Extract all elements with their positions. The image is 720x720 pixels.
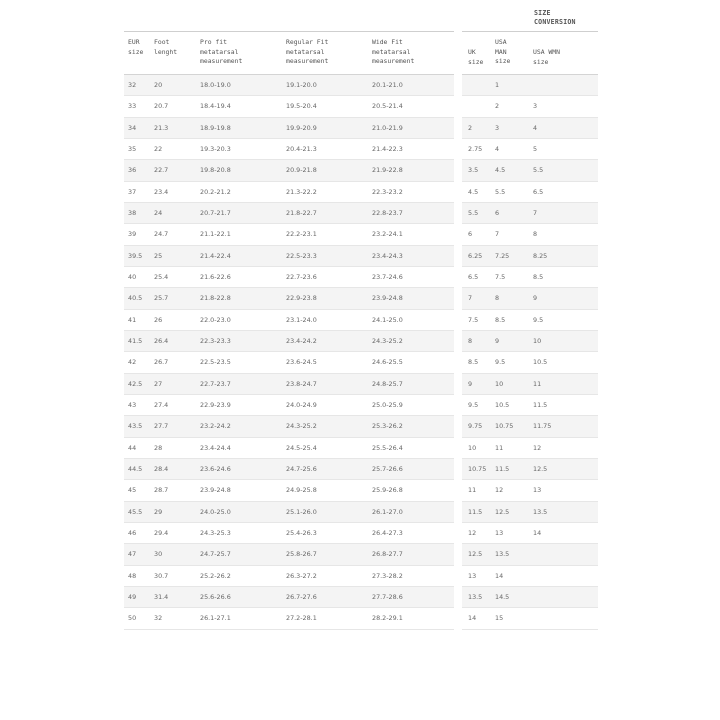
table-row xyxy=(124,246,598,267)
foot-length-cell: 20 xyxy=(154,81,163,89)
usa-man-size-cell: 2 xyxy=(495,102,500,111)
wide-fit-cell: 23.2-24.1 xyxy=(372,230,403,239)
wide-fit-cell: 24.8-25.7 xyxy=(372,379,403,388)
row-background xyxy=(462,96,598,117)
foot-length-cell: 24 xyxy=(154,208,163,217)
wide-fit-cell: 24.3-25.2 xyxy=(372,336,403,345)
pro-fit-cell: 18.4-19.4 xyxy=(200,102,231,111)
eur-size-cell: 46 xyxy=(128,528,137,537)
table-row xyxy=(124,374,598,395)
wide-fit-cell: 21.0-21.9 xyxy=(372,123,403,132)
foot-length-cell: 22.7 xyxy=(154,166,169,175)
usa-man-size-cell: 5.5 xyxy=(495,187,506,196)
table-row xyxy=(124,224,598,245)
usa-man-size-cell: 14.5 xyxy=(495,592,510,601)
header-uk-size: UK size xyxy=(468,48,484,66)
pro-fit-cell: 24.3-25.3 xyxy=(200,528,231,537)
regular-fit-cell: 26.3-27.2 xyxy=(286,571,317,580)
wide-fit-cell: 22.3-23.2 xyxy=(372,187,403,196)
regular-fit-cell: 23.4-24.2 xyxy=(286,336,317,345)
eur-size-cell: 39 xyxy=(128,230,137,239)
size-conversion-title: SIZE CONVERSION xyxy=(534,9,576,26)
uk-size-cell: 2.75 xyxy=(468,144,483,153)
usa-wmn-size-cell: 12 xyxy=(533,443,542,452)
table-row xyxy=(124,160,598,181)
usa-wmn-size-cell: 5.5 xyxy=(533,166,544,175)
regular-fit-cell: 19.9-20.9 xyxy=(286,123,317,132)
uk-size-cell: 10 xyxy=(468,443,477,452)
usa-man-size-cell: 12 xyxy=(495,486,504,495)
table-row xyxy=(124,544,598,565)
eur-size-cell: 33 xyxy=(128,102,137,111)
uk-size-cell: 7 xyxy=(468,294,473,303)
regular-fit-cell: 22.5-23.3 xyxy=(286,251,317,260)
table-row xyxy=(124,480,598,501)
table-row xyxy=(124,459,598,480)
foot-length-cell: 30 xyxy=(154,550,163,559)
header-pro-fit: Pro fit metatarsal measurement xyxy=(200,38,243,66)
foot-length-cell: 27 xyxy=(154,379,163,388)
uk-size-cell: 11 xyxy=(468,486,477,495)
uk-size-cell: 8.5 xyxy=(468,358,479,367)
header-usa-man-size: USA MAN size xyxy=(495,38,511,66)
eur-size-cell: 44.5 xyxy=(128,464,143,473)
usa-wmn-size-cell: 9.5 xyxy=(533,315,544,324)
usa-man-size-cell: 3 xyxy=(495,123,500,132)
usa-man-size-cell: 13.5 xyxy=(495,550,510,559)
foot-length-cell: 26 xyxy=(154,315,163,324)
eur-size-cell: 42 xyxy=(128,358,137,367)
usa-wmn-size-cell: 3 xyxy=(533,102,538,111)
row-background xyxy=(462,395,598,416)
row-background xyxy=(462,288,598,309)
pro-fit-cell: 20.7-21.7 xyxy=(200,208,231,217)
pro-fit-cell: 23.2-24.2 xyxy=(200,422,231,431)
wide-fit-cell: 23.4-24.3 xyxy=(372,251,403,260)
row-divider xyxy=(462,629,598,630)
table-row xyxy=(124,566,598,587)
regular-fit-cell: 22.9-23.8 xyxy=(286,294,317,303)
usa-man-size-cell: 10.5 xyxy=(495,400,510,409)
usa-wmn-size-cell: 11.5 xyxy=(533,400,548,409)
pro-fit-cell: 21.4-22.4 xyxy=(200,251,231,260)
wide-fit-cell: 21.9-22.8 xyxy=(372,166,403,175)
wide-fit-cell: 25.9-26.8 xyxy=(372,486,403,495)
regular-fit-cell: 22.7-23.6 xyxy=(286,272,317,281)
table-row xyxy=(124,438,598,459)
regular-fit-cell: 25.4-26.3 xyxy=(286,528,317,537)
eur-size-cell: 48 xyxy=(128,571,137,580)
usa-man-size-cell: 8 xyxy=(495,294,500,303)
table-row xyxy=(124,502,598,523)
table-row xyxy=(124,288,598,309)
eur-size-cell: 43 xyxy=(128,400,137,409)
eur-size-cell: 50 xyxy=(128,614,137,623)
pro-fit-cell: 22.0-23.0 xyxy=(200,315,231,324)
usa-wmn-size-cell: 12.5 xyxy=(533,464,548,473)
table-row xyxy=(124,608,598,629)
row-background xyxy=(462,608,598,629)
pro-fit-cell: 21.8-22.8 xyxy=(200,294,231,303)
usa-man-size-cell: 8.5 xyxy=(495,315,506,324)
regular-fit-cell: 23.6-24.5 xyxy=(286,358,317,367)
top-divider-left xyxy=(124,31,454,32)
regular-fit-cell: 26.7-27.6 xyxy=(286,592,317,601)
wide-fit-cell: 27.3-28.2 xyxy=(372,571,403,580)
uk-size-cell: 3.5 xyxy=(468,166,479,175)
pro-fit-cell: 18.9-19.8 xyxy=(200,123,231,132)
wide-fit-cell: 25.3-26.2 xyxy=(372,422,403,431)
eur-size-cell: 43.5 xyxy=(128,422,143,431)
usa-wmn-size-cell: 6.5 xyxy=(533,187,544,196)
eur-size-cell: 42.5 xyxy=(128,379,143,388)
usa-wmn-size-cell: 5 xyxy=(533,144,538,153)
uk-size-cell: 6 xyxy=(468,230,473,239)
usa-man-size-cell: 4 xyxy=(495,144,500,153)
foot-length-cell: 23.4 xyxy=(154,187,169,196)
table-row xyxy=(124,416,598,437)
uk-size-cell: 4.5 xyxy=(468,187,479,196)
usa-man-size-cell: 9 xyxy=(495,336,500,345)
uk-size-cell: 2 xyxy=(468,123,473,132)
foot-length-cell: 31.4 xyxy=(154,592,169,601)
row-background xyxy=(462,310,598,331)
table-row xyxy=(124,182,598,203)
regular-fit-cell: 24.0-24.9 xyxy=(286,400,317,409)
foot-length-cell: 26.4 xyxy=(154,336,169,345)
eur-size-cell: 49 xyxy=(128,592,137,601)
foot-length-cell: 26.7 xyxy=(154,358,169,367)
uk-size-cell: 6.5 xyxy=(468,272,479,281)
wide-fit-cell: 22.8-23.7 xyxy=(372,208,403,217)
regular-fit-cell: 19.1-20.0 xyxy=(286,81,317,89)
wide-fit-cell: 21.4-22.3 xyxy=(372,144,403,153)
foot-length-cell: 29.4 xyxy=(154,528,169,537)
row-background xyxy=(462,587,598,608)
row-background xyxy=(462,75,598,96)
table-row xyxy=(124,118,598,139)
foot-length-cell: 25 xyxy=(154,251,163,260)
pro-fit-cell: 23.9-24.8 xyxy=(200,486,231,495)
usa-wmn-size-cell: 11 xyxy=(533,379,542,388)
foot-length-cell: 21.3 xyxy=(154,123,169,132)
usa-man-size-cell: 4.5 xyxy=(495,166,506,175)
uk-size-cell: 10.75 xyxy=(468,464,487,473)
pro-fit-cell: 21.1-22.1 xyxy=(200,230,231,239)
foot-length-cell: 20.7 xyxy=(154,102,169,111)
uk-size-cell: 13.5 xyxy=(468,592,483,601)
foot-length-cell: 28 xyxy=(154,443,163,452)
row-background xyxy=(462,438,598,459)
usa-man-size-cell: 10.75 xyxy=(495,422,514,431)
table-row xyxy=(124,267,598,288)
eur-size-cell: 37 xyxy=(128,187,137,196)
wide-fit-cell: 27.7-28.6 xyxy=(372,592,403,601)
row-background xyxy=(462,160,598,181)
row-background xyxy=(462,374,598,395)
pro-fit-cell: 25.6-26.6 xyxy=(200,592,231,601)
wide-fit-cell: 24.6-25.5 xyxy=(372,358,403,367)
header-usa-wmn-size: USA WMN size xyxy=(533,48,560,66)
uk-size-cell: 6.25 xyxy=(468,251,483,260)
regular-fit-cell: 19.5-20.4 xyxy=(286,102,317,111)
row-background xyxy=(462,352,598,373)
usa-man-size-cell: 9.5 xyxy=(495,358,506,367)
table-row xyxy=(124,395,598,416)
eur-size-cell: 41 xyxy=(128,315,137,324)
size-table-body xyxy=(124,75,598,630)
eur-size-cell: 39.5 xyxy=(128,251,143,260)
usa-wmn-size-cell: 13 xyxy=(533,486,542,495)
regular-fit-cell: 24.3-25.2 xyxy=(286,422,317,431)
eur-size-cell: 38 xyxy=(128,208,137,217)
eur-size-cell: 32 xyxy=(128,81,137,89)
wide-fit-cell: 26.4-27.3 xyxy=(372,528,403,537)
header-wide-fit: Wide Fit metatarsal measurement xyxy=(372,38,415,66)
regular-fit-cell: 23.8-24.7 xyxy=(286,379,317,388)
uk-size-cell: 11.5 xyxy=(468,507,483,516)
uk-size-cell: 12.5 xyxy=(468,550,483,559)
regular-fit-cell: 23.1-24.0 xyxy=(286,315,317,324)
uk-size-cell: 12 xyxy=(468,528,477,537)
row-background xyxy=(462,502,598,523)
uk-size-cell: 8 xyxy=(468,336,473,345)
pro-fit-cell: 18.0-19.0 xyxy=(200,81,231,89)
eur-size-cell: 36 xyxy=(128,166,137,175)
usa-man-size-cell: 12.5 xyxy=(495,507,510,516)
eur-size-cell: 40 xyxy=(128,272,137,281)
pro-fit-cell: 19.8-20.8 xyxy=(200,166,231,175)
pro-fit-cell: 26.1-27.1 xyxy=(200,614,231,623)
wide-fit-cell: 26.8-27.7 xyxy=(372,550,403,559)
table-row xyxy=(124,310,598,331)
foot-length-cell: 28.4 xyxy=(154,464,169,473)
foot-length-cell: 28.7 xyxy=(154,486,169,495)
eur-size-cell: 45.5 xyxy=(128,507,143,516)
table-row xyxy=(124,352,598,373)
foot-length-cell: 25.4 xyxy=(154,272,169,281)
regular-fit-cell: 27.2-28.1 xyxy=(286,614,317,623)
foot-length-cell: 30.7 xyxy=(154,571,169,580)
wide-fit-cell: 20.5-21.4 xyxy=(372,102,403,111)
pro-fit-cell: 24.0-25.0 xyxy=(200,507,231,516)
eur-size-cell: 40.5 xyxy=(128,294,143,303)
table-row xyxy=(124,203,598,224)
wide-fit-cell: 24.1-25.0 xyxy=(372,315,403,324)
pro-fit-cell: 25.2-26.2 xyxy=(200,571,231,580)
usa-man-size-cell: 14 xyxy=(495,571,504,580)
row-background xyxy=(462,544,598,565)
uk-size-cell: 5.5 xyxy=(468,208,479,217)
uk-size-cell: 7.5 xyxy=(468,315,479,324)
usa-man-size-cell: 10 xyxy=(495,379,504,388)
regular-fit-cell: 21.8-22.7 xyxy=(286,208,317,217)
foot-length-cell: 27.7 xyxy=(154,422,169,431)
table-row xyxy=(124,587,598,608)
pro-fit-cell: 22.7-23.7 xyxy=(200,379,231,388)
regular-fit-cell: 20.4-21.3 xyxy=(286,144,317,153)
foot-length-cell: 27.4 xyxy=(154,400,169,409)
usa-man-size-cell: 11.5 xyxy=(495,464,510,473)
eur-size-cell: 44 xyxy=(128,443,137,452)
pro-fit-cell: 22.9-23.9 xyxy=(200,400,231,409)
wide-fit-cell: 23.9-24.8 xyxy=(372,294,403,303)
eur-size-cell: 34 xyxy=(128,123,137,132)
wide-fit-cell: 25.0-25.9 xyxy=(372,400,403,409)
uk-size-cell: 9 xyxy=(468,379,473,388)
uk-size-cell: 9.5 xyxy=(468,400,479,409)
table-row xyxy=(124,523,598,544)
regular-fit-cell: 21.3-22.2 xyxy=(286,187,317,196)
regular-fit-cell: 25.1-26.0 xyxy=(286,507,317,516)
regular-fit-cell: 24.5-25.4 xyxy=(286,443,317,452)
row-background xyxy=(462,118,598,139)
usa-man-size-cell: 15 xyxy=(495,614,504,623)
header-foot-length: Foot lenght xyxy=(154,38,178,56)
eur-size-cell: 35 xyxy=(128,144,137,153)
regular-fit-cell: 25.8-26.7 xyxy=(286,550,317,559)
usa-wmn-size-cell: 8 xyxy=(533,230,538,239)
usa-man-size-cell: 7.5 xyxy=(495,272,506,281)
uk-size-cell: 14 xyxy=(468,614,477,623)
usa-man-size-cell: 13 xyxy=(495,528,504,537)
wide-fit-cell: 23.7-24.6 xyxy=(372,272,403,281)
table-row xyxy=(124,331,598,352)
row-background xyxy=(462,480,598,501)
table-row xyxy=(124,139,598,160)
uk-size-cell: 13 xyxy=(468,571,477,580)
header-regular-fit: Regular Fit metatarsal measurement xyxy=(286,38,329,66)
table-row xyxy=(124,75,598,96)
wide-fit-cell: 26.1-27.0 xyxy=(372,507,403,516)
row-background xyxy=(462,331,598,352)
row-background xyxy=(462,523,598,544)
usa-wmn-size-cell: 8.25 xyxy=(533,251,548,260)
row-background xyxy=(462,416,598,437)
wide-fit-cell: 25.7-26.6 xyxy=(372,464,403,473)
usa-wmn-size-cell: 10 xyxy=(533,336,542,345)
eur-size-cell: 41.5 xyxy=(128,336,143,345)
usa-man-size-cell: 7.25 xyxy=(495,251,510,260)
usa-wmn-size-cell: 9 xyxy=(533,294,538,303)
foot-length-cell: 22 xyxy=(154,144,163,153)
uk-size-cell: 9.75 xyxy=(468,422,483,431)
usa-wmn-size-cell: 10.5 xyxy=(533,358,548,367)
row-background xyxy=(462,566,598,587)
header-eur-size: EUR size xyxy=(128,38,144,56)
regular-fit-cell: 24.9-25.8 xyxy=(286,486,317,495)
row-background xyxy=(462,203,598,224)
pro-fit-cell: 21.6-22.6 xyxy=(200,272,231,281)
usa-man-size-cell: 11 xyxy=(495,443,504,452)
foot-length-cell: 24.7 xyxy=(154,230,169,239)
pro-fit-cell: 24.7-25.7 xyxy=(200,550,231,559)
usa-man-size-cell: 6 xyxy=(495,208,500,217)
usa-wmn-size-cell: 14 xyxy=(533,528,542,537)
eur-size-cell: 47 xyxy=(128,550,137,559)
usa-wmn-size-cell: 11.75 xyxy=(533,422,552,431)
wide-fit-cell: 28.2-29.1 xyxy=(372,614,403,623)
wide-fit-cell: 25.5-26.4 xyxy=(372,443,403,452)
row-background xyxy=(462,182,598,203)
pro-fit-cell: 23.6-24.6 xyxy=(200,464,231,473)
usa-wmn-size-cell: 8.5 xyxy=(533,272,544,281)
wide-fit-cell: 20.1-21.0 xyxy=(372,81,403,89)
foot-length-cell: 32 xyxy=(154,614,163,623)
pro-fit-cell: 22.3-23.3 xyxy=(200,336,231,345)
regular-fit-cell: 20.9-21.8 xyxy=(286,166,317,175)
regular-fit-cell: 24.7-25.6 xyxy=(286,464,317,473)
foot-length-cell: 25.7 xyxy=(154,294,169,303)
foot-length-cell: 29 xyxy=(154,507,163,516)
row-background xyxy=(462,139,598,160)
top-divider-right xyxy=(462,31,598,32)
regular-fit-cell: 22.2-23.1 xyxy=(286,230,317,239)
pro-fit-cell: 19.3-20.3 xyxy=(200,144,231,153)
pro-fit-cell: 20.2-21.2 xyxy=(200,187,231,196)
pro-fit-cell: 23.4-24.4 xyxy=(200,443,231,452)
usa-man-size-cell: 1 xyxy=(495,81,500,89)
row-background xyxy=(462,267,598,288)
usa-man-size-cell: 7 xyxy=(495,230,500,239)
usa-wmn-size-cell: 13.5 xyxy=(533,507,548,516)
row-background xyxy=(462,246,598,267)
row-background xyxy=(462,224,598,245)
eur-size-cell: 45 xyxy=(128,486,137,495)
pro-fit-cell: 22.5-23.5 xyxy=(200,358,231,367)
table-row xyxy=(124,96,598,117)
usa-wmn-size-cell: 7 xyxy=(533,208,538,217)
usa-wmn-size-cell: 4 xyxy=(533,123,538,132)
